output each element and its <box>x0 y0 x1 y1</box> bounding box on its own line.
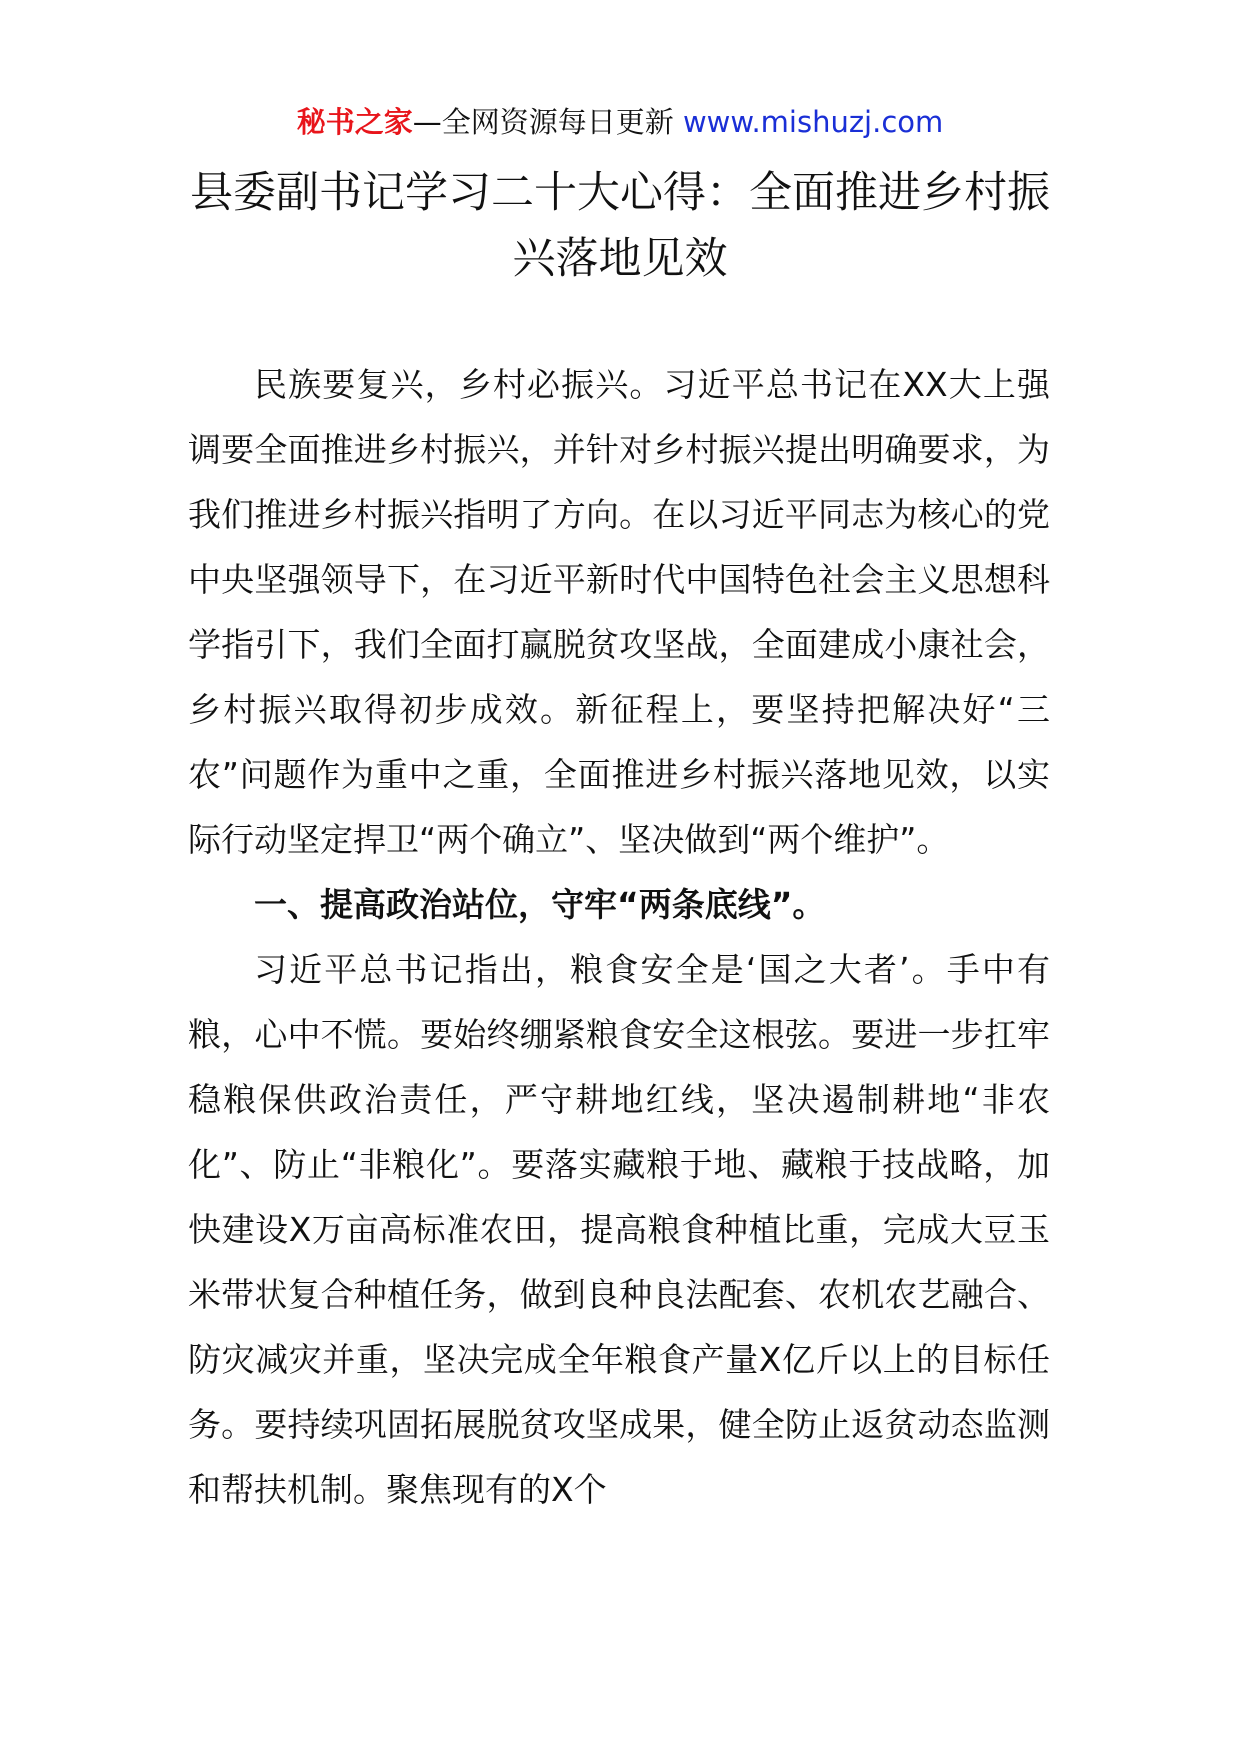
document-title: 县委副书记学习二十大心得：全面推进乡村振兴落地见效 <box>190 168 1050 284</box>
section-heading: 一、提高政治站位，守牢“两条底线”。 <box>254 885 826 924</box>
document-body <box>188 352 1050 1522</box>
body-paragraph: 民族要复兴，乡村必振兴。习近平总书记在XX大上强调要全面推进乡村振兴，并针对乡村振兴提出明确要求，为我们推进乡村振兴指明了方向。在以习近平同志为核心的党中央坚强领导下，在习近平新时代中国特色社会主义思想科学指引下，我们全面打赢脱贫攻坚战，全面建成小康社会，乡村振兴取得初步成效。新征程上，要坚持把解决好“三农”问题作为重中之重，全面推进乡村振兴落地见效，以实际行动坚定捍卫“两个确立”、坚决做到“两个维护”。 <box>188 365 1050 859</box>
site-banner <box>0 102 1240 142</box>
site-url[interactable]: www.mishuzj.com <box>682 105 944 139</box>
site-name: 秘书之家 <box>296 105 413 139</box>
body-paragraph: 习近平总书记指出，粮食安全是‘国之大者’。手中有粮，心中不慌。要始终绷紧粮食安全这根弦。要进一步扛牢稳粮保供政治责任，严守耕地红线，坚决遏制耕地“非农化”、防止“非粮化”。要落实藏粮于地、藏粮于技战略，加快建设X万亩高标准农田，提高粮食种植比重，完成大豆玉米带状复合种植任务，做到良种良法配套、农机农艺融合、防灾减灾并重，坚决完成全年粮食产量X亿斤以上的目标任务。要持续巩固拓展脱贫攻坚成果，健全防止返贫动态监测和帮扶机制。聚焦现有的X个 <box>188 950 1050 1509</box>
site-slogan: —全网资源每日更新 <box>412 105 674 139</box>
